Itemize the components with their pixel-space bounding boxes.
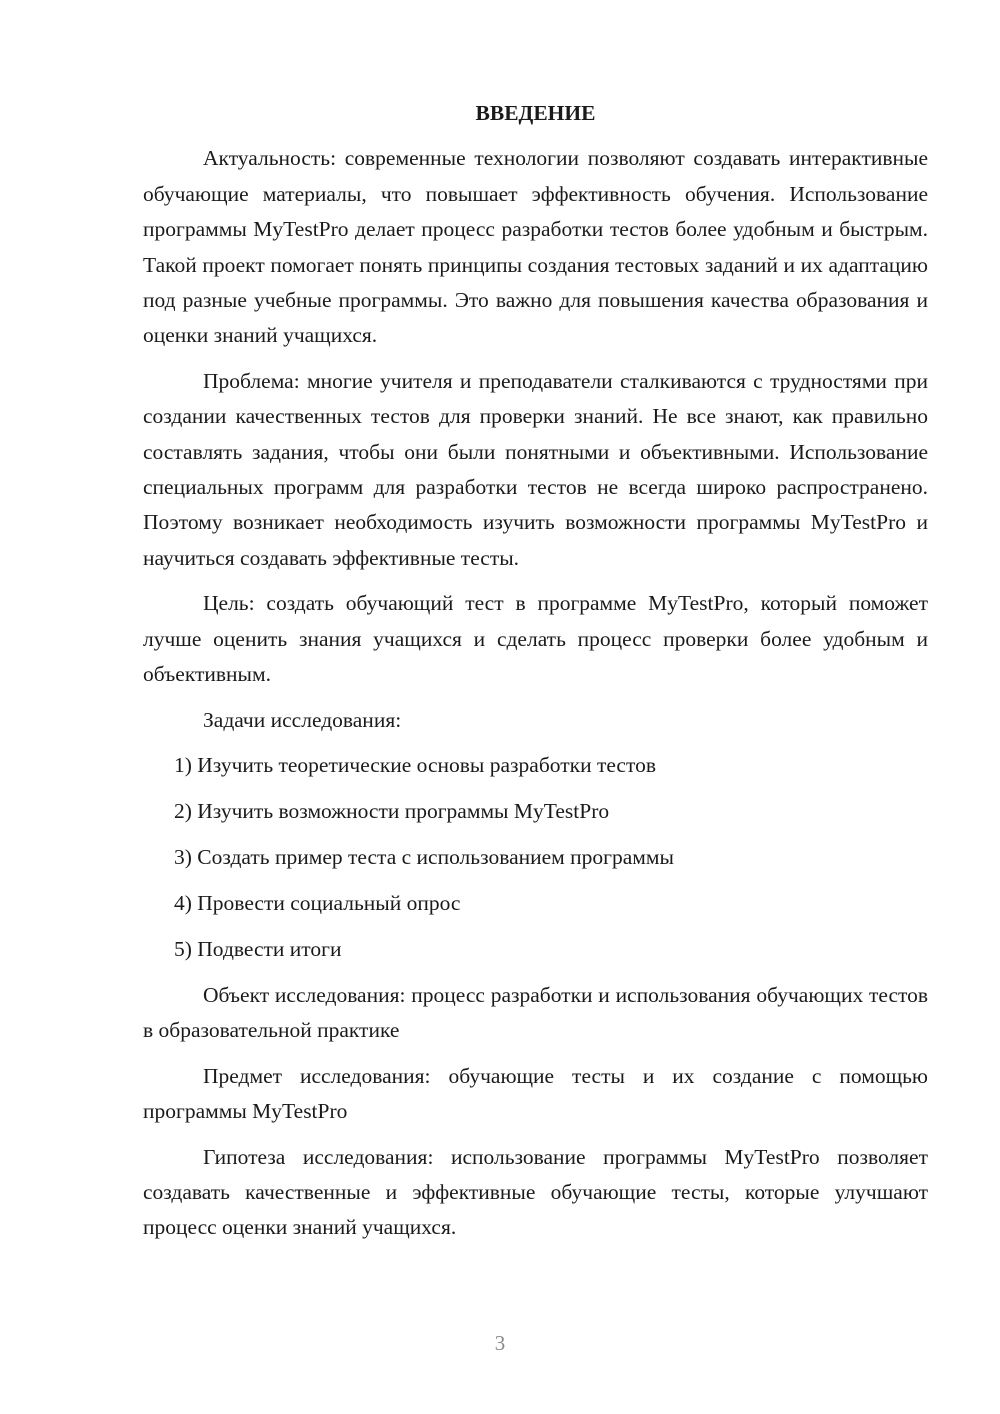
paragraph-relevance: Актуальность: современные технологии позволяют создавать интерактивные обучающие материалы, что повышает эффективность обучения. Использование программы MyTestPro делает процесс разработки тестов более удобным и быстрым. Такой проект помогает понять принципы создания тестовых заданий и их адаптацию под разные учебные программы. Это важно для повышения качества образования и оценки знаний учащихся. xyxy=(143,146,928,348)
page-number: 3 xyxy=(494,1331,506,1355)
tasks-list xyxy=(143,748,928,967)
list-item: 3) Создать пример теста с использованием программы xyxy=(174,844,674,869)
list-item: 1) Изучить теоретические основы разработки тестов xyxy=(174,752,656,777)
tasks-heading: Задачи исследования: xyxy=(203,707,402,732)
list-item: 5) Подвести итоги xyxy=(174,936,342,961)
paragraph-object: Объект исследования: процесс разработки и использования обучающих тестов в образовательной практике xyxy=(143,982,928,1043)
paragraph-hypothesis: Гипотеза исследования: использование программы MyTestPro позволяет создавать качественные и эффективные обучающие тесты, которые улучшают процесс оценки знаний учащихся. xyxy=(143,1144,928,1240)
document-page xyxy=(143,96,928,1256)
paragraph-goal: Цель: создать обучающий тест в программе MyTestPro, который поможет лучше оценить знания учащихся и сделать процесс проверки более удобным и объективным. xyxy=(143,591,928,687)
paragraph-subject: Предмет исследования: обучающие тесты и их создание с помощью программы MyTestPro xyxy=(143,1063,928,1124)
paragraph-problem: Проблема: многие учителя и преподаватели сталкиваются с трудностями при создании качественных тестов для проверки знаний. Не все знают, как правильно составлять задания, чтобы они были понятными и объективными. Использование специальных программ для разработки тестов не всегда широко распространено. Поэтому возникает необходимость изучить возможности программы MyTestPro и научиться создавать эффективные тесты. xyxy=(143,368,928,570)
section-title: ВВЕДЕНИЕ xyxy=(475,101,596,125)
list-item: 2) Изучить возможности программы MyTestPro xyxy=(174,798,610,823)
list-item: 4) Провести социальный опрос xyxy=(174,890,461,915)
